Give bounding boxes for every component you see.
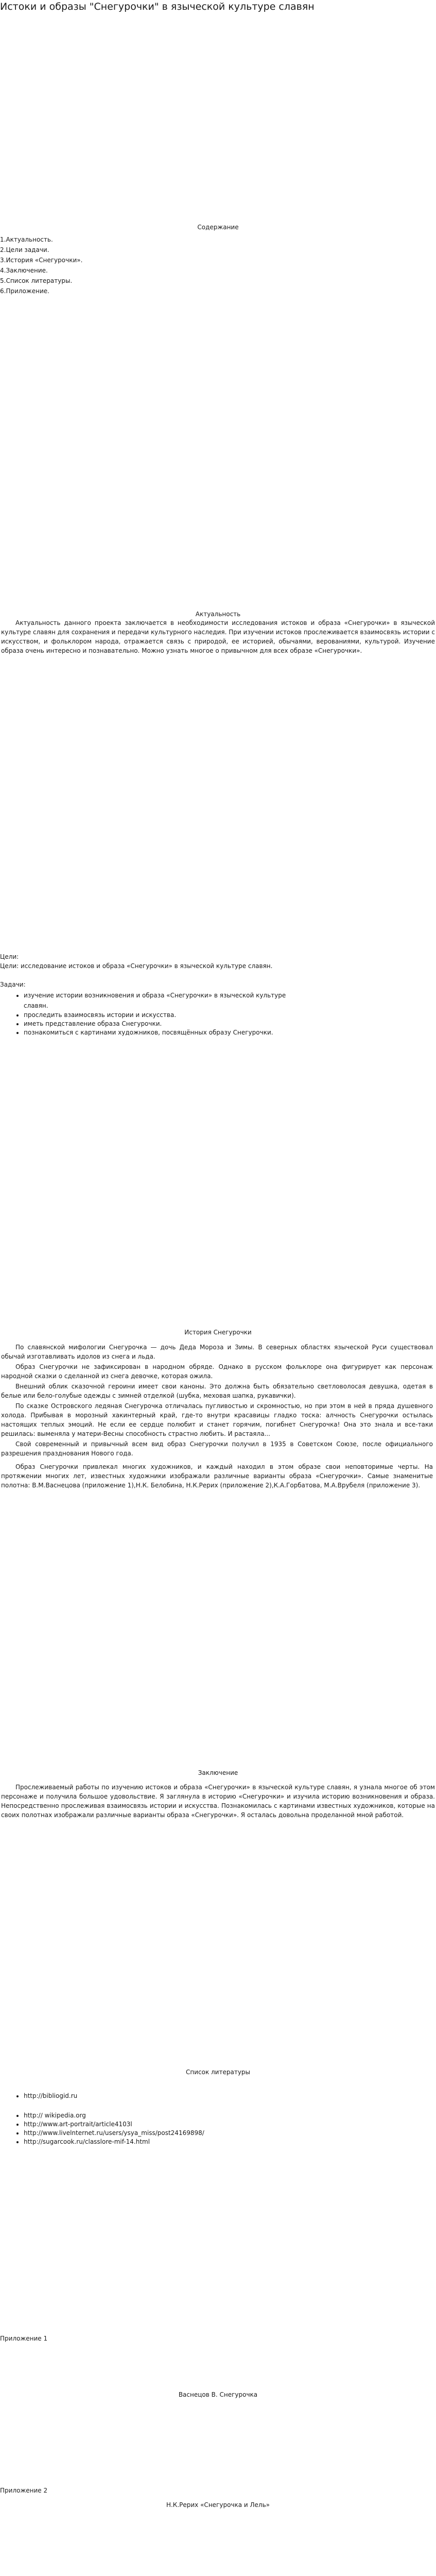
- contents-item: 1.Актуальность.: [0, 236, 53, 243]
- task-item: • изучение истории возникновения и образа «Снегурочки» в языческой культуре славян.: [24, 990, 312, 1011]
- goals-label: Цели:: [0, 953, 19, 960]
- literature-link[interactable]: • http://sugarcook.ru/classlore-mif-14.html: [24, 2138, 436, 2146]
- task-item: • проследить взаимосвязь истории и искусства.: [24, 1011, 436, 1020]
- literature-link[interactable]: • http://www.livelnternet.ru/users/ysya_miss/post24169898/: [24, 2129, 436, 2138]
- contents-item: 6.Приложение.: [0, 287, 49, 295]
- conclusion-heading: Заключение: [198, 1769, 238, 1776]
- literature-list: [0, 2092, 436, 2100]
- page-title: Истоки и образы "Снегурочки" в языческой культуре славян: [0, 1, 315, 12]
- history-paragraph: Внешний облик сказочной героини имеет свои каноны. Это должна быть обязательно светловолосая девушка, одетая в белые или бело-голубые одежды с зимней отделкой (шубка, меховая шапка, рукавички).: [1, 1383, 433, 1399]
- literature-link[interactable]: • http://bibliogid.ru: [24, 2092, 436, 2100]
- conclusion-text: Прослеживаемый работы по изучению истоков и образа «Снегурочки» в языческой культуре славян, я узнала многое об этом персонаже и получила большое удовольствие. Я заглянула в историю «Снегурочки» и изучила историю возникновения и образа. Непосредственно прослеживая взаимосвязь истории и искусства. Познакомилась с картинами известных художников, которые на своих полотнах изображали различные варианты образа «Снегурочки». Я осталась довольна проделанной мной работой.: [1, 1784, 435, 1819]
- contents-item: 2.Цели задачи.: [0, 246, 49, 253]
- appendix-1-caption: Васнецов В. Снегурочка: [178, 2391, 258, 2398]
- history-body: [0, 1343, 434, 1490]
- literature-link[interactable]: • http://www.art-portrait/article4103l: [24, 2120, 436, 2129]
- history-paragraph: Свой современный и привычный всем вид образ Снегурочки получил в 1935 в Советском Союзе, после официального разрешения празднования Нового года.: [1, 1440, 433, 1457]
- relevance-heading: Актуальность: [195, 611, 241, 618]
- history-paragraph: По сказке Островского ледяная Снегурочка отличалась пугливостью и скромностью, но при этом в ней в пряда душевного холода. Прибывая в морозный хакинтерный край, где-то внутри красавицы гладко тоска: алчность Снегурочки остылась настоящих теплых эмоций. Не если ее сердце полюбит и станет горячим, погибнет Снегурочка! Она это знала и все-таки решилась: выменяла у матери-Весны способность страстно любить. И растаяла...: [1, 1402, 433, 1437]
- task-item: • иметь представление образа Снегурочки.: [24, 1020, 436, 1028]
- contents-item: 3.История «Снегурочки».: [0, 257, 83, 264]
- goals-text: Цели: исследование истоков и образа «Снегурочки» в языческой культуре славян.: [0, 962, 273, 970]
- tasks-list: [0, 1011, 436, 1037]
- history-paragraph: Образ Снегурочки не зафиксирован в народном обряде. Однако в русском фольклоре она фигурирует как персонаж народной сказки о сделанной из снега девочке, которая ожила.: [1, 1363, 433, 1380]
- task-item: • познакомиться с картинами художников, посвящённых образу Снегурочки.: [24, 1028, 436, 1037]
- tasks-label: Задачи:: [0, 981, 26, 988]
- literature-heading: Список литературы: [185, 2069, 251, 2076]
- history-paragraph: Образ Снегурочки привлекал многих художников, и каждый находил в этом образе свои неповторимые черты. На протяжении многих лет, известных художники изображали различные варианты образа «Снегурочки». Самые знаменитые полотна: В.М.Васнецова (приложение 1),Н.К. Белобина, Н.К.Рерих (приложение 2),К.А.Горбатова, М.А.Врубеля (приложение 3).: [1, 1463, 433, 1489]
- appendix-2-label: Приложение 2: [0, 2487, 48, 2494]
- task-first-list: [0, 990, 312, 1011]
- history-heading: История Снегурочки: [184, 1329, 252, 1336]
- contents-item: 5.Список литературы.: [0, 277, 73, 284]
- contents-heading: Содержание: [197, 224, 239, 231]
- contents-list: [0, 234, 436, 296]
- appendix-1-label: Приложение 1: [0, 2335, 48, 2342]
- contents-item: 4.Заключение.: [0, 267, 48, 274]
- literature-link[interactable]: • http:// wikipedia.org: [24, 2111, 436, 2120]
- history-paragraph: По славянской мифологии Снегурочка — дочь Деда Мороза и Зимы. В северных областях языческой Руси существовал обычай изготавливать идолов из снега и льда.: [1, 1344, 433, 1360]
- relevance-text: Актуальность данного проекта заключается в необходимости исследования истоков и образа «Снегурочки» в языческой культуре славян для сохранения и передачи культурного наследия. При изучении истоков прослеживается взаимосвязь истории с искусством, и фольклором народа, отражается связь с природой, ее историей, обычаями, верованиями, культурой. Изучение образа очень интересно и познавательно. Можно узнать многое о привычном для всех образе «Снегурочки».: [1, 619, 435, 654]
- appendix-2-caption: Н.К.Рерих «Снегурочка и Лель»: [166, 2501, 270, 2509]
- literature-list-2: [0, 2111, 436, 2146]
